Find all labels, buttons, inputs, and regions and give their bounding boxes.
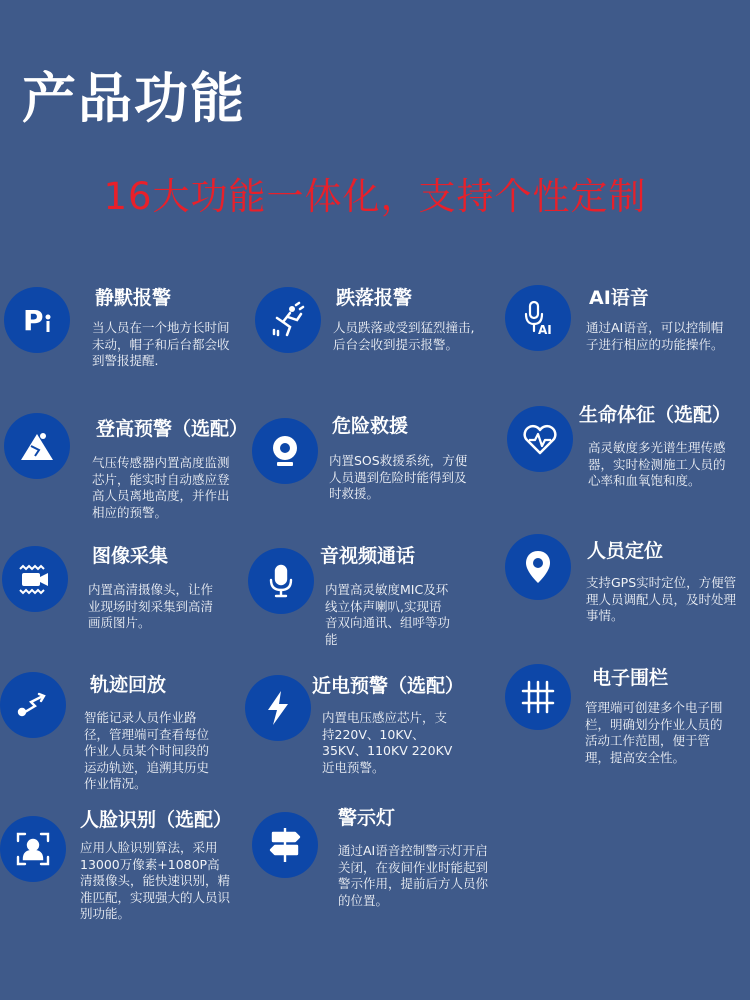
feature-title: 近电预警（选配） — [312, 675, 465, 697]
feature-desc: 当人员在一个地方长时间未动，帽子和后台都会收到警报提醒. — [92, 320, 230, 368]
sos-camera-icon — [252, 418, 318, 484]
feature-title: 人员定位 — [587, 540, 664, 562]
signpost-icon — [252, 812, 318, 878]
falling-person-icon — [255, 287, 321, 353]
lightning-icon — [245, 675, 311, 741]
location-pin-icon — [505, 534, 571, 600]
track-route-icon — [0, 672, 66, 738]
feature-desc: 内置SOS救援系统，方便人员遇到危险时能得到及时救援。 — [329, 453, 468, 501]
page-title: 产品功能 — [22, 67, 246, 130]
svg-text:P: P — [23, 304, 44, 337]
feature-title: 图像采集 — [92, 545, 169, 567]
feature-desc: 内置高清摄像头，让作业现场时刻采集到高清画质图片。 — [88, 582, 214, 630]
feature-desc: 支持GPS实时定位，方便管理人员调配人员，及时处理事情。 — [586, 575, 737, 623]
feature-title: 跌落报警 — [336, 287, 413, 309]
svg-text:AI: AI — [538, 323, 552, 337]
feature-title: 人脸识别（选配） — [80, 809, 233, 831]
feature-title: 电子围栏 — [592, 667, 669, 689]
feature-desc: 内置电压感应芯片，支持220V、10KV、35KV、110KV 220KV近电预警。 — [322, 710, 453, 775]
feature-title: 登高预警（选配） — [96, 418, 249, 440]
feature-title: 音视频通话 — [320, 545, 416, 567]
feature-desc: 通过AI语音控制警示灯开启关闭，在夜间作业时能起到警示作用，提前后方人员你的位置。 — [338, 843, 489, 908]
feature-title: AI语音 — [589, 287, 649, 309]
parking-person-icon — [4, 287, 70, 353]
video-camera-icon — [2, 546, 68, 612]
feature-desc: 人员跌落或受到猛烈撞击,后台会收到提示报警。 — [333, 320, 475, 352]
fence-icon — [505, 664, 571, 730]
feature-desc: 高灵敏度多光谱生理传感器，实时检测施工人员的心率和血氧饱和度。 — [588, 440, 726, 488]
feature-desc: 管理端可创建多个电子围栏，明确划分作业人员的活动工作范围，便于管理，提高安全性。 — [585, 700, 723, 765]
page-subtitle: 16大功能一体化，支持个性定制 — [103, 175, 647, 218]
feature-title: 生命体征（选配） — [579, 404, 732, 426]
climbing-icon — [4, 413, 70, 479]
feature-title: 警示灯 — [338, 807, 396, 829]
feature-title: 危险救援 — [332, 415, 409, 437]
ai-voice-icon — [505, 285, 571, 351]
feature-desc: 通过AI语音，可以控制帽子进行相应的功能操作。 — [586, 320, 724, 352]
face-scan-icon — [0, 816, 66, 882]
feature-desc: 气压传感器内置高度监测芯片，能实时自动感应登高人员离地高度，并作出相应的预警。 — [92, 455, 230, 520]
feature-desc: 智能记录人员作业路径，管理端可查看每位作业人员某个时间段的运动轨迹，追溯其历史作业情况。 — [84, 710, 210, 791]
feature-title: 轨迹回放 — [90, 674, 167, 696]
heart-rate-icon — [507, 406, 573, 472]
feature-desc: 应用人脸识别算法，采用13000万像素+1080P高清摄像头，能快速识别，精准匹配，实现强大的人员识别功能。 — [80, 840, 231, 921]
feature-title: 静默报警 — [95, 287, 172, 309]
microphone-icon — [248, 548, 314, 614]
feature-desc: 内置高灵敏度MIC及环线立体声喇叭,实现语音双向通讯、组呼等功能 — [325, 582, 451, 647]
